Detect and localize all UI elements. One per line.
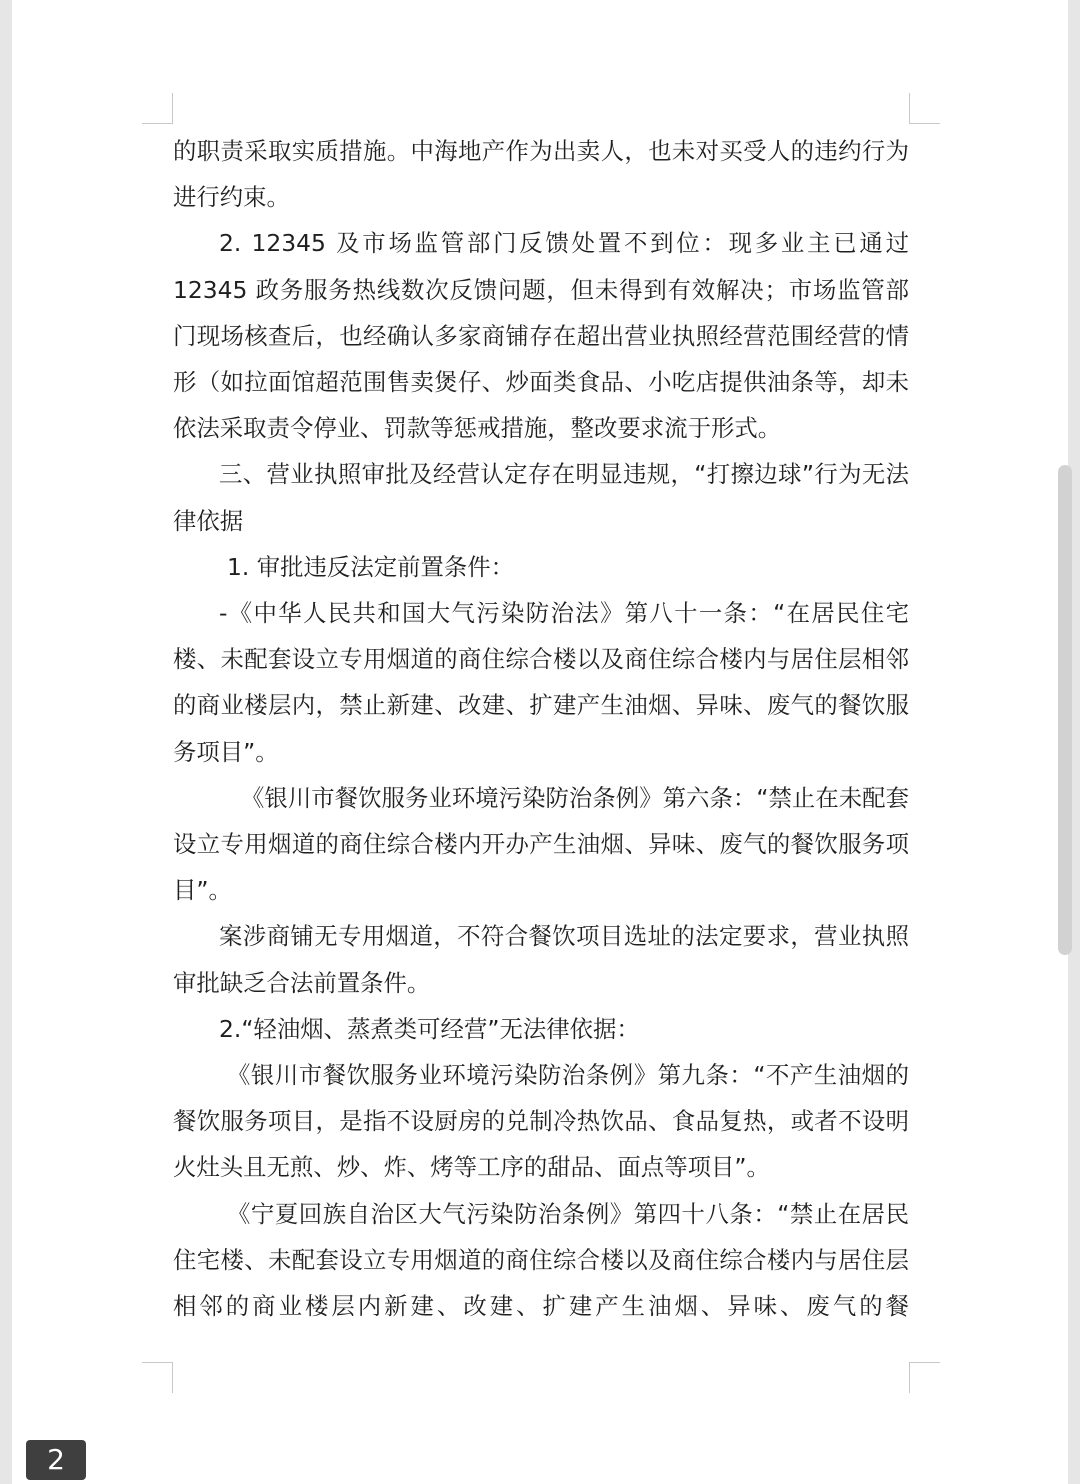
scrollbar-thumb[interactable] (1058, 465, 1072, 955)
page-body (173, 128, 909, 1329)
document-page (12, 0, 1068, 1484)
margin-mark-top-right (909, 93, 940, 124)
paragraph: 《宁夏回族自治区大气污染防治条例》第四十八条：“禁止在居民住宅楼、未配套设立专用烟道的商住综合楼以及商住综合楼内与居住层相邻的商业楼层内新建、改建、扩建产生油烟、异味、废气的餐 (173, 1199, 909, 1321)
margin-mark-top-left (142, 93, 173, 124)
paragraph: 1. 审批违反法定前置条件： (227, 552, 515, 581)
paragraph: 2. 12345 及市场监管部门反馈处置不到位：现多业主已通过 12345 政务服务热线数次反馈问题，但未得到有效解决；市场监管部门现场核查后，也经确认多家商铺存在超出营业执照经营范围经营的情形（如拉面馆超范围售卖煲仔、炒面类食品、小吃店提供油条等，却未依法采取责令停业、罚款等惩戒措施，整改要求流于形式。 (173, 229, 909, 443)
paragraph: 2.“轻油烟、蒸煮类可经营”无法律依据： (219, 1014, 640, 1043)
page-number-badge: 2 (26, 1440, 86, 1480)
margin-mark-bottom-left (142, 1362, 173, 1393)
paragraph: 的职责采取实质措施。中海地产作为出卖人，也未对买受人的违约行为进行约束。 (173, 137, 909, 212)
vertical-scrollbar[interactable] (1056, 0, 1074, 1484)
paragraph: 《银川市餐饮服务业环境污染防治条例》第六条：“禁止在未配套设立专用烟道的商住综合楼内开办产生油烟、异味、废气的餐饮服务项目”。 (173, 783, 909, 905)
paragraph: -《中华人民共和国大气污染防治法》第八十一条：“在居民住宅楼、未配套设立专用烟道的商住综合楼以及商住综合楼内与居住层相邻的商业楼层内，禁止新建、改建、扩建产生油烟、异味、废气的餐饮服务项目”。 (173, 599, 909, 766)
paragraph: 案涉商铺无专用烟道，不符合餐饮项目选址的法定要求，营业执照审批缺乏合法前置条件。 (173, 922, 909, 997)
margin-mark-bottom-right (909, 1362, 940, 1393)
paragraph: 《银川市餐饮服务业环境污染防治条例》第九条：“不产生油烟的餐饮服务项目，是指不设厨房的兑制冷热饮品、食品复热，或者不设明火灶头且无煎、炒、炸、烤等工序的甜品、面点等项目”。 (173, 1061, 909, 1182)
section-heading: 三、营业执照审批及经营认定存在明显违规，“打擦边球”行为无法律依据 (173, 460, 909, 535)
